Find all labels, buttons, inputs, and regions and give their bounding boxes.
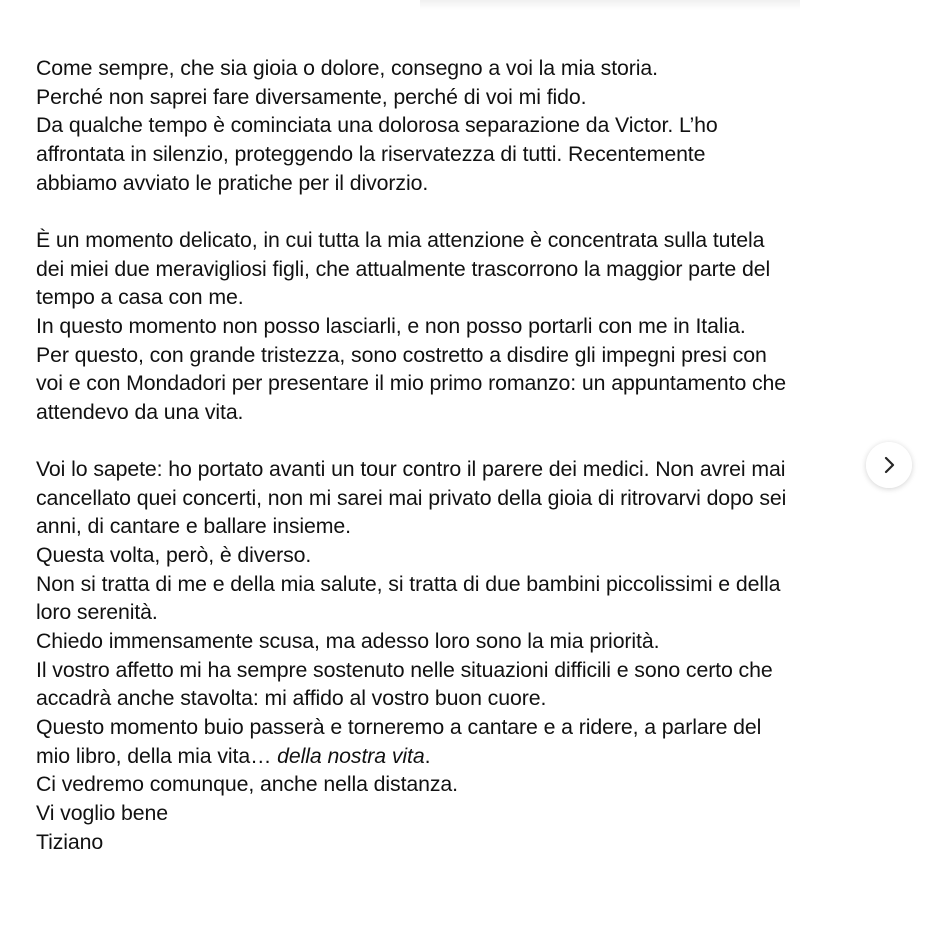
letter-line: cancellato quei concerti, non mi sarei mai privato della gioia di ritrovarvi dopo sei: [36, 485, 787, 510]
letter-line: Perché non saprei fare diversamente, perché di voi mi fido.: [36, 84, 587, 109]
top-shadow: [420, 0, 800, 10]
letter-line: In questo momento non posso lasciarli, e non posso portarli con me in Italia.: [36, 313, 746, 338]
letter-line: Non si tratta di me e della mia salute, si tratta di due bambini piccolissimi e della: [36, 571, 781, 596]
letter-line: Questo momento buio passerà e torneremo a cantare e a ridere, a parlare del: [36, 715, 762, 740]
letter-line: Per questo, con grande tristezza, sono costretto a disdire gli impegni presi con: [36, 342, 767, 367]
chevron-right-icon: [882, 456, 896, 474]
letter-text: [36, 54, 916, 856]
letter-line: Da qualche tempo è cominciata una dolorosa separazione da Victor. L’ho: [36, 113, 718, 138]
letter-line: Voi lo sapete: ho portato avanti un tour contro il parere dei medici. Non avrei mai: [36, 457, 786, 482]
letter-line: È un momento delicato, in cui tutta la mia attenzione è concentrata sulla tutela: [36, 227, 765, 252]
letter-line: accadrà anche stavolta: mi affido al vostro buon cuore.: [36, 686, 547, 711]
letter-line: Chiedo immensamente scusa, ma adesso loro sono la mia priorità.: [36, 629, 660, 654]
signature: Tiziano: [36, 829, 104, 854]
letter-line: Il vostro affetto mi ha sempre sostenuto nelle situazioni difficili e sono certo che: [36, 657, 773, 682]
paragraph-spacer: [36, 197, 916, 226]
letter-line: loro serenità.: [36, 600, 158, 625]
italic-phrase: della nostra vita: [277, 743, 425, 768]
letter-line: Ci vedremo comunque, anche nella distanza.: [36, 772, 458, 797]
letter-line: abbiamo avviato le pratiche per il divorzio.: [36, 170, 429, 195]
letter-line-start: mio libro, della mia vita…: [36, 743, 278, 768]
next-slide-button[interactable]: [866, 442, 912, 488]
paragraph-spacer: [36, 427, 916, 456]
letter-line-with-italic: [36, 742, 916, 771]
letter-line: Vi voglio bene: [36, 801, 169, 826]
letter-line: dei miei due meravigliosi figli, che attualmente trascorrono la maggior parte del: [36, 256, 771, 281]
letter-line: attendevo da una vita.: [36, 399, 244, 424]
letter-line: Come sempre, che sia gioia o dolore, consegno a voi la mia storia.: [36, 56, 658, 80]
letter-line: anni, di cantare e ballare insieme.: [36, 514, 351, 539]
italic-suffix: .: [424, 743, 431, 768]
letter-line: Questa volta, però, è diverso.: [36, 543, 312, 568]
letter-line: tempo a casa con me.: [36, 285, 244, 310]
letter-line: affrontata in silenzio, proteggendo la riservatezza di tutti. Recentemente: [36, 141, 706, 166]
letter-line: voi e con Mondadori per presentare il mio primo romanzo: un appuntamento che: [36, 371, 787, 396]
